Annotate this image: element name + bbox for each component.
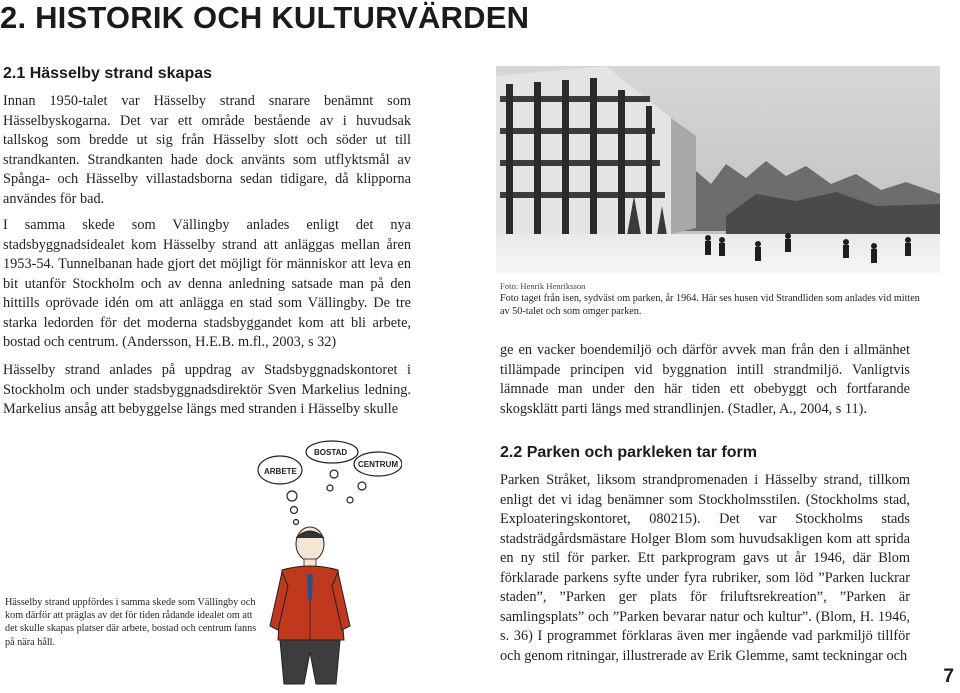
photo-credit: Foto: Henrik Henriksson <box>500 281 586 291</box>
photo-caption: Foto taget från isen, sydväst om parken, år 1964. Här ses husen vid Strandliden som anlades vid mitten av 50-talet och som omger parken. <box>500 293 920 318</box>
bubble-label-bostad: BOSTAD <box>314 448 348 457</box>
man-illustration <box>252 440 402 688</box>
section-title-2-1: 2.1 Hässelby strand skapas <box>3 65 213 82</box>
man-thinking-drawing <box>252 440 402 688</box>
page-number: 7 <box>943 666 954 687</box>
drawing-caption: Hässelby strand uppfördes i samma skede som Vällingby och kom därför att präglas av det för tiden rådande idealet om att det skulle skapas platser där arbete, bostad och centrum fanns på nära håll. <box>5 597 257 648</box>
paragraph-1: Innan 1950-talet var Hässelby strand snarare benämnt som Hässelbyskogarna. Det var ett område bestående av i huvudsak tallskog som bredde ut sig från Hässelby slott och söder ut till strandkanten. Strandkanten hade dock använts som utflyktsmål av Spånga- och Hässelby villastadsborna sedan tidigare, då klipporna användes för bad. <box>3 93 411 207</box>
paragraph-3: Hässelby strand anlades på uppdrag av Stadsbyggnadskontoret i Stockholm och under stadsbyggnadsdirektör Sven Markelius ledning. Markelius ansåg att bebyggelse längs med stranden i Hässelby skulle <box>3 362 411 417</box>
housing-photo <box>496 66 940 274</box>
bubble-label-centrum: CENTRUM <box>358 460 398 469</box>
paragraph-5: Parken Stråket, liksom strandpromenaden i Hässelby strand, tillkom enligt det vi idag benämner som Stockholmsstilen. (Stockholms stad, Exploateringskontoret, 080215). Det var Stockholms stads stadsträdgårdsmästare Holger Blom som huvudsakligen kom att sprida en ny stil för parker. Ett parkprogram gavs ut år 1946, där Blom förklarade parkens syfte under fyra rubriker, som löd ”Parken luckrar staden”, ”Parken ger plats för friluftsrekreation”, ”Parken är samlingsplats” och ”Parken bevarar natur och kultur”. (Blom, H. 1946, s. 36) I programmet förklaras även mer ingående vad parkmiljö tillför och genom ritningar, illustrerade av Erik Glemme, samt teckningar och <box>500 472 910 664</box>
page-heading: 2. HISTORIK OCH KULTURVÄRDEN <box>0 0 530 35</box>
section-title-2-2: 2.2 Parken och parkleken tar form <box>500 444 757 461</box>
paragraph-2: I samma skede som Vällingby anlades enligt det nya stadsbyggnadsidealet kom Hässelby strand att anläggas mellan åren 1953-54. Tunnelbanan hade gjort det möjligt för människor att leva en bit utanför Stockholm och av denna anledning satsade man på den hittills oprövade idén om att anlägga en stad som Vällingby. De tre starka ledorden för det moderna stadsbyggandet kom att bli arbete, bostad och centrum. (Andersson, H.E.B. m.fl., 2003, s 32) <box>3 217 411 350</box>
paragraph-4: ge en vacker boendemiljö och därför avvek man från den i allmänhet tillämpade principen vid byggnation intill strandmiljö. Vanligtvis lämnade man under den här tiden ett obebyggt och fortfarande skogsklätt parti längs med strandlinjen. (Stadler, A., 2004, s 11). <box>500 342 910 417</box>
bubble-label-arbete: ARBETE <box>264 467 297 476</box>
photo-illustration <box>496 66 940 274</box>
